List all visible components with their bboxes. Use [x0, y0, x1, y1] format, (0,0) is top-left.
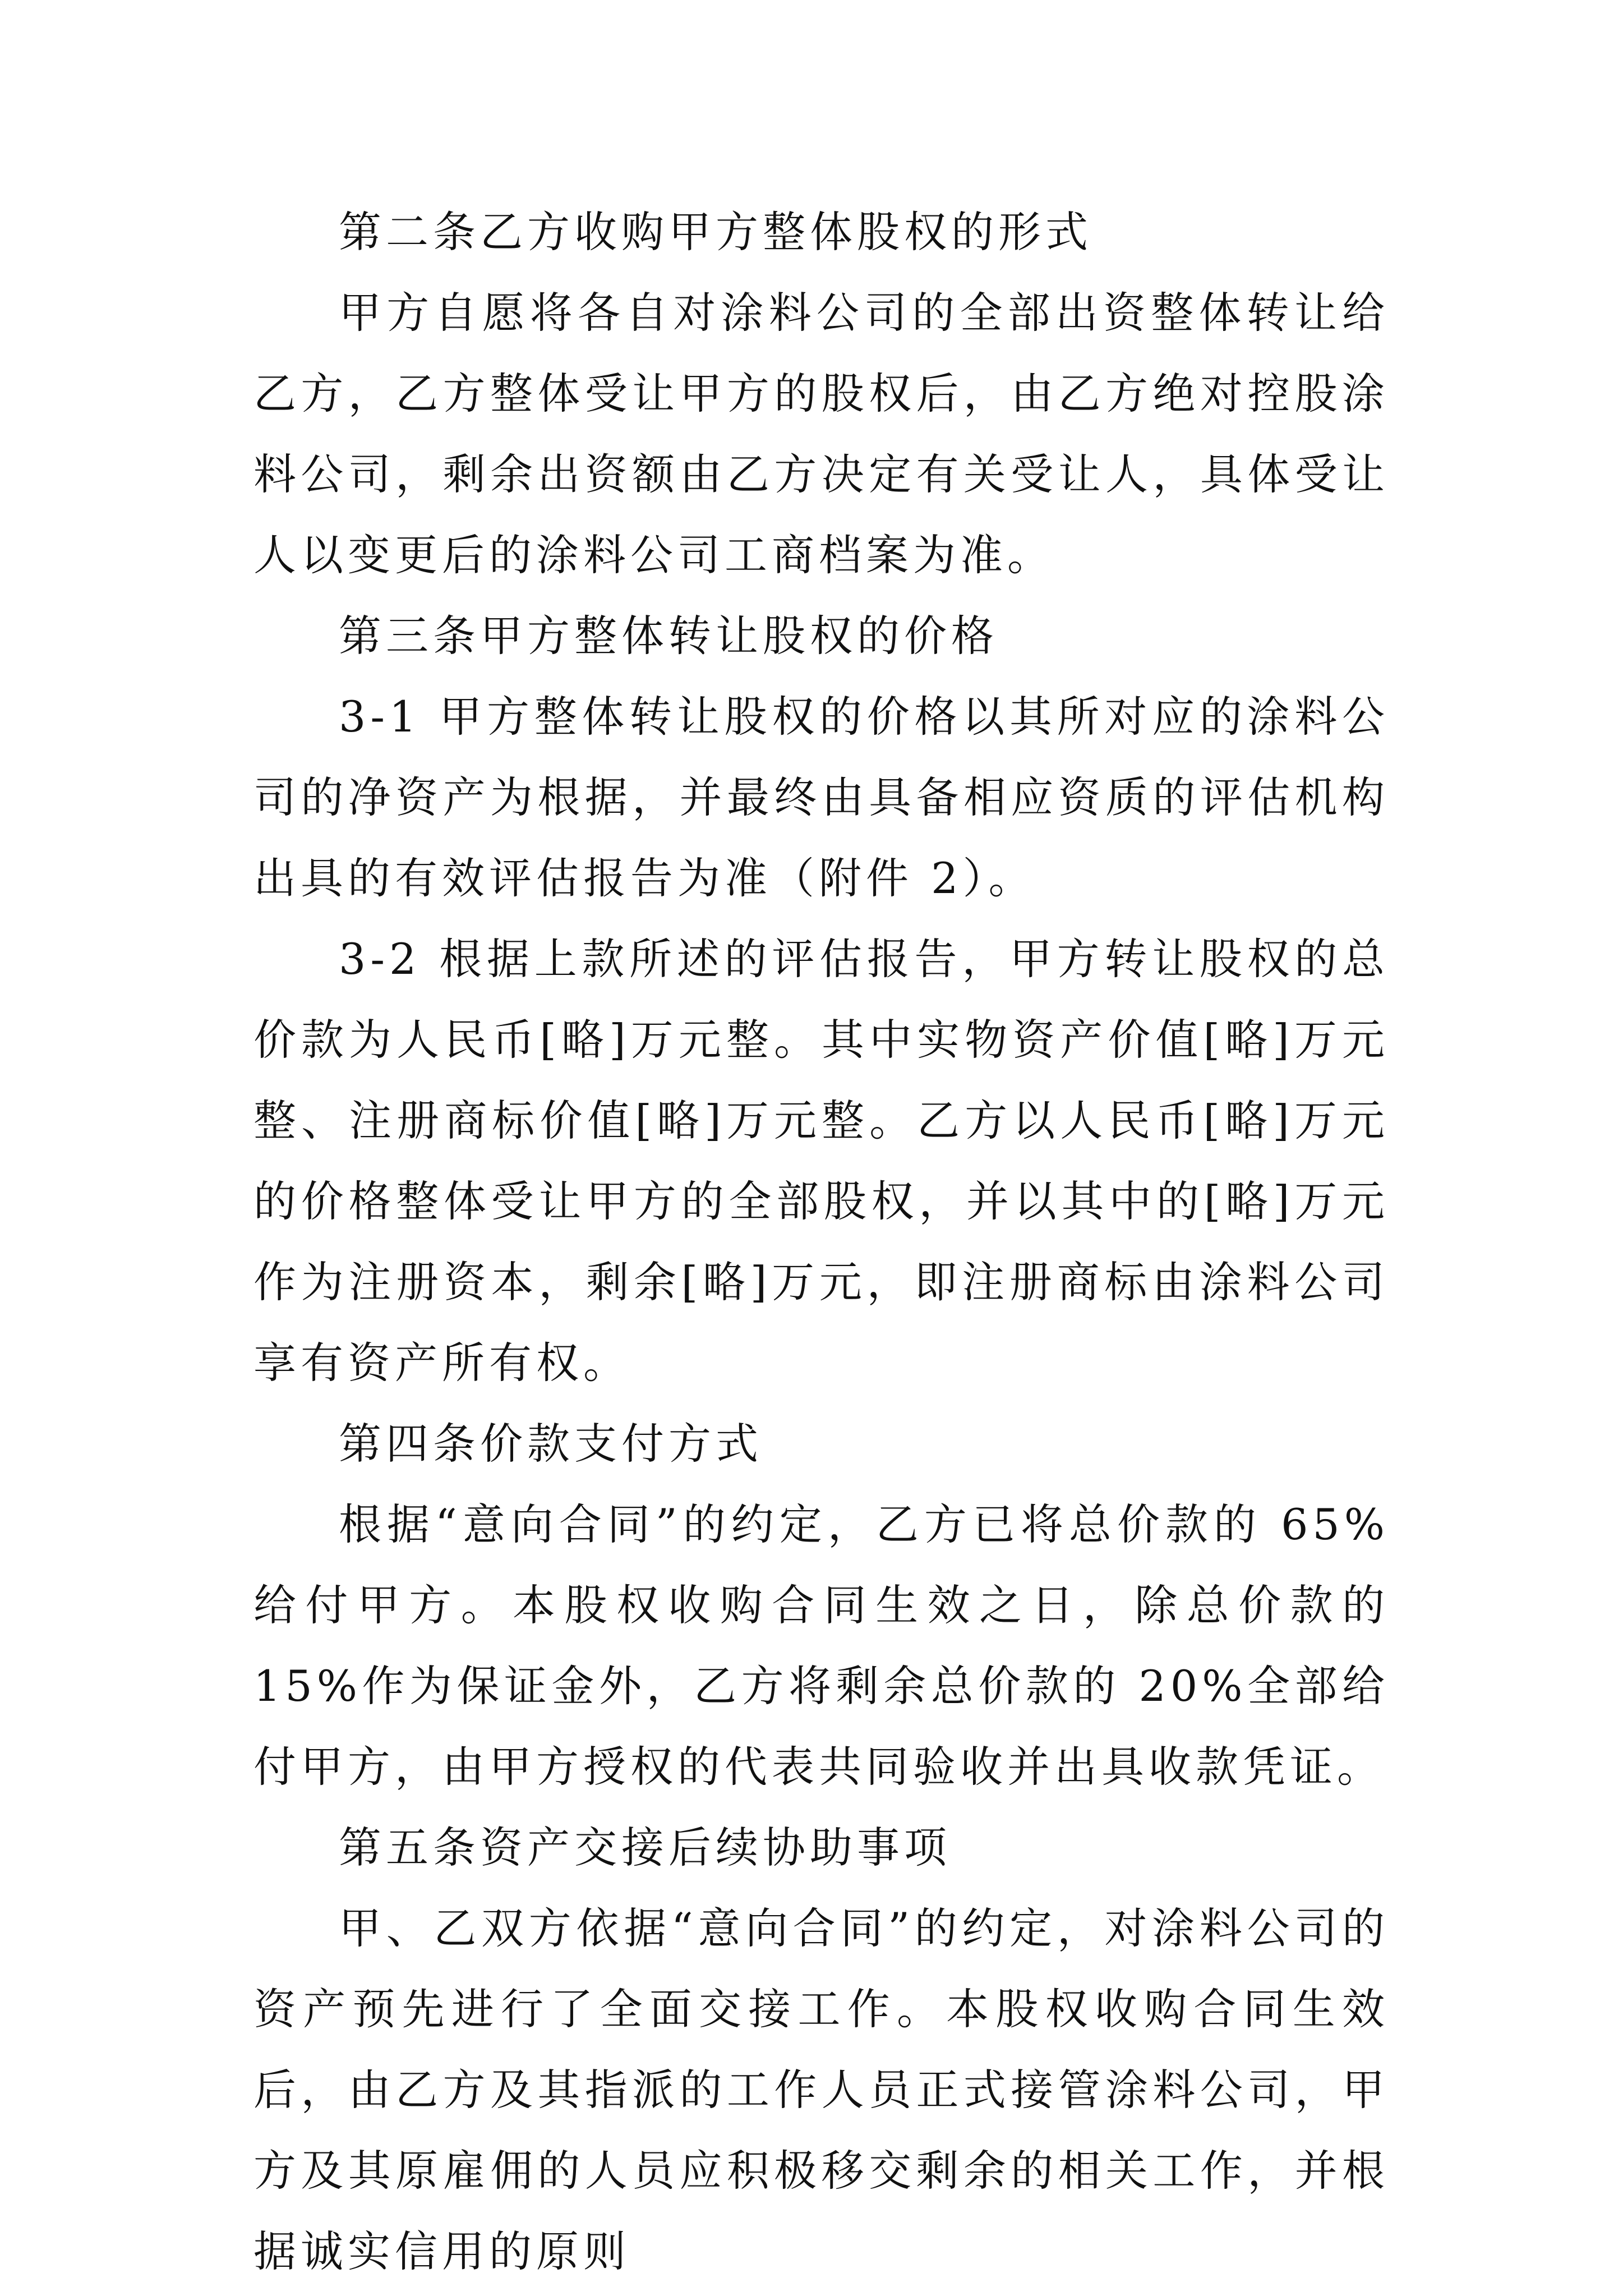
article-5-heading: 第五条资产交接后续协助事项: [339, 1823, 951, 1872]
document-body: [253, 192, 1389, 2292]
article-3-heading: 第三条甲方整体转让股权的价格: [339, 611, 998, 661]
article-4-body: 根据“意向合同”的约定，乙方已将总价款的 65%给付甲方。本股权收购合同生效之日，除总价款的 15%作为保证金外，乙方将剩余总价款的 20%全部给付甲方，由甲方授权的代表共同验收并出具收款凭证。: [253, 1499, 1389, 1792]
article-2-heading: 第二条乙方收购甲方整体股权的形式: [339, 207, 1092, 257]
article-4-heading: 第四条价款支付方式: [339, 1419, 763, 1469]
clause-3-2: 3-2 根据上款所述的评估报告，甲方转让股权的总价款为人民币[略]万元整。其中实物资产价值[略]万元整、注册商标价值[略]万元整。乙方以人民币[略]万元的价格整体受让甲方的全部股权，并以其中的[略]万元作为注册资本，剩余[略]万元，即注册商标由涂料公司享有资产所有权。: [253, 934, 1389, 1388]
article-5-body: 甲、乙双方依据“意向合同”的约定，对涂料公司的资产预先进行了全面交接工作。本股权收购合同生效后，由乙方及其指派的工作人员正式接管涂料公司，甲方及其原雇佣的人员应积极移交剩余的相关工作，并根据诚实信用的原则: [253, 1903, 1389, 2276]
article-2-body: 甲方自愿将各自对涂料公司的全部出资整体转让给乙方，乙方整体受让甲方的股权后，由乙方绝对控股涂料公司，剩余出资额由乙方决定有关受让人，具体受让人以变更后的涂料公司工商档案为准。: [253, 288, 1389, 580]
clause-3-1: 3-1 甲方整体转让股权的价格以其所对应的涂料公司的净资产为根据，并最终由具备相应资质的评估机构出具的有效评估报告为准（附件 2）。: [253, 692, 1389, 903]
